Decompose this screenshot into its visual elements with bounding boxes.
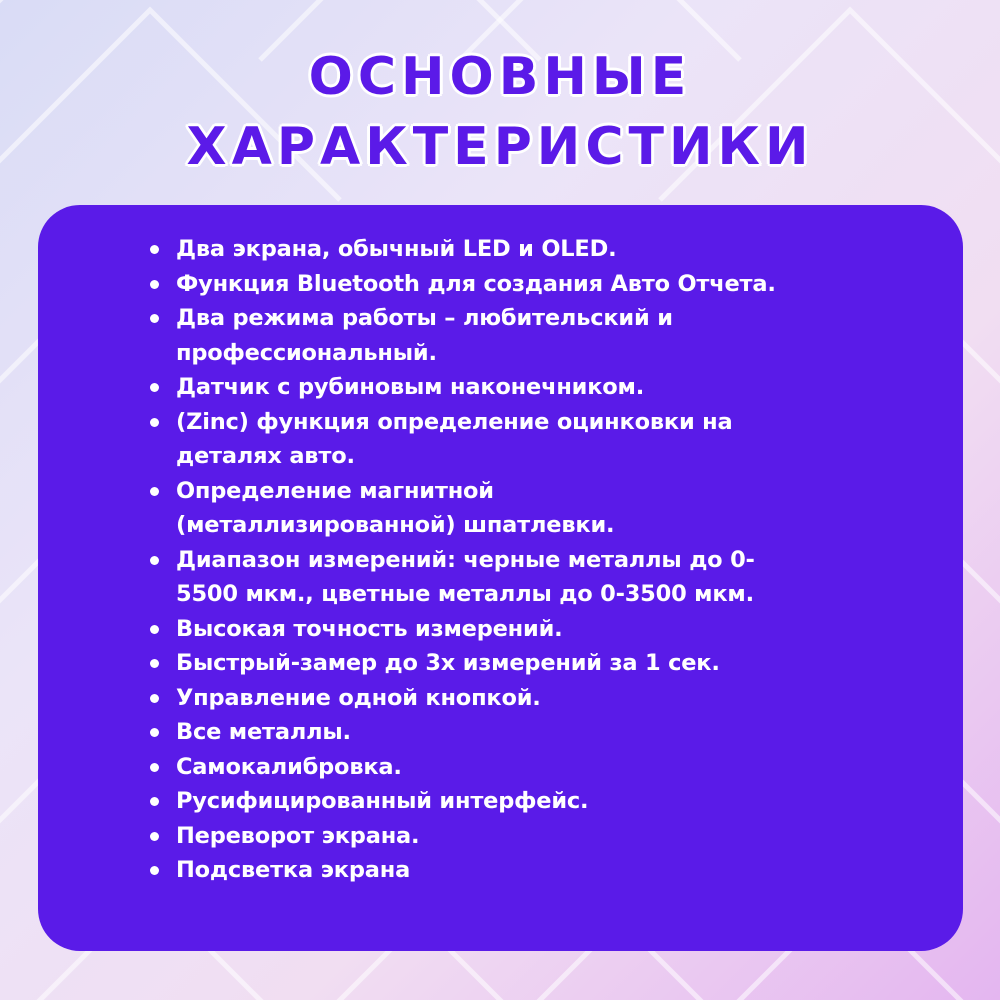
feature-text-line: (металлизированной) шпатлевки. xyxy=(176,512,615,538)
bullet-dot-icon xyxy=(150,728,159,737)
feature-item xyxy=(148,405,923,474)
title-line-2: ХАРАКТЕРИСТИКИ xyxy=(186,117,814,177)
feature-item xyxy=(148,267,923,302)
feature-item xyxy=(148,750,923,785)
bullet-dot-icon xyxy=(150,556,159,565)
feature-item xyxy=(148,646,923,681)
bullet-dot-icon xyxy=(150,418,159,427)
features-list xyxy=(148,232,923,888)
bullet-dot-icon xyxy=(150,280,159,289)
feature-item xyxy=(148,681,923,716)
bullet-dot-icon xyxy=(150,487,159,496)
feature-text-line: деталях авто. xyxy=(176,443,355,469)
feature-text-line: Высокая точность измерений. xyxy=(176,615,563,642)
feature-text-line: Все металлы. xyxy=(176,719,351,745)
feature-item xyxy=(148,612,923,647)
feature-text-line: Датчик с рубиновым наконечником. xyxy=(176,374,645,400)
feature-text-line: Русифицированный интерфейс. xyxy=(176,788,589,814)
feature-item xyxy=(148,784,923,819)
feature-item xyxy=(148,301,923,370)
feature-text-line: 5500 мкм., цветные металлы до 0-3500 мкм. xyxy=(176,581,754,607)
page-title xyxy=(0,42,1000,182)
feature-item xyxy=(148,543,923,612)
feature-text-line: профессиональный. xyxy=(176,339,437,366)
bullet-dot-icon xyxy=(150,383,159,392)
feature-text-line: Диапазон измерений: черные металлы до 0- xyxy=(176,546,755,573)
bullet-dot-icon xyxy=(150,832,159,841)
feature-text-line: Определение магнитной xyxy=(176,477,494,504)
feature-text-line: Быстрый-замер до 3х измерений за 1 сек. xyxy=(176,650,720,676)
bullet-dot-icon xyxy=(150,625,159,634)
bullet-dot-icon xyxy=(150,797,159,806)
feature-text-line: Управление одной кнопкой. xyxy=(176,684,541,711)
feature-item xyxy=(148,715,923,750)
feature-item xyxy=(148,232,923,267)
feature-text-line: Два режима работы – любительский и xyxy=(176,305,673,331)
title-line-1: ОСНОВНЫЕ xyxy=(308,47,692,107)
bullet-dot-icon xyxy=(150,763,159,772)
bullet-dot-icon xyxy=(150,866,159,875)
feature-text-line: (Zinc) функция определение оцинковки на xyxy=(176,408,733,435)
feature-text-line: Функция Bluetooth для создания Авто Отчета. xyxy=(176,270,776,297)
feature-text-line: Переворот экрана. xyxy=(176,822,420,849)
bullet-dot-icon xyxy=(150,314,159,323)
bullet-dot-icon xyxy=(150,659,159,668)
feature-item xyxy=(148,370,923,405)
feature-item xyxy=(148,853,923,888)
feature-item xyxy=(148,819,923,854)
bullet-dot-icon xyxy=(150,694,159,703)
features-card xyxy=(38,205,963,951)
feature-text-line: Два экрана, обычный LED и OLED. xyxy=(176,236,617,262)
feature-item xyxy=(148,474,923,543)
bullet-dot-icon xyxy=(150,245,159,254)
feature-text-line: Самокалибровка. xyxy=(176,753,402,780)
feature-text-line: Подсветка экрана xyxy=(176,857,411,883)
